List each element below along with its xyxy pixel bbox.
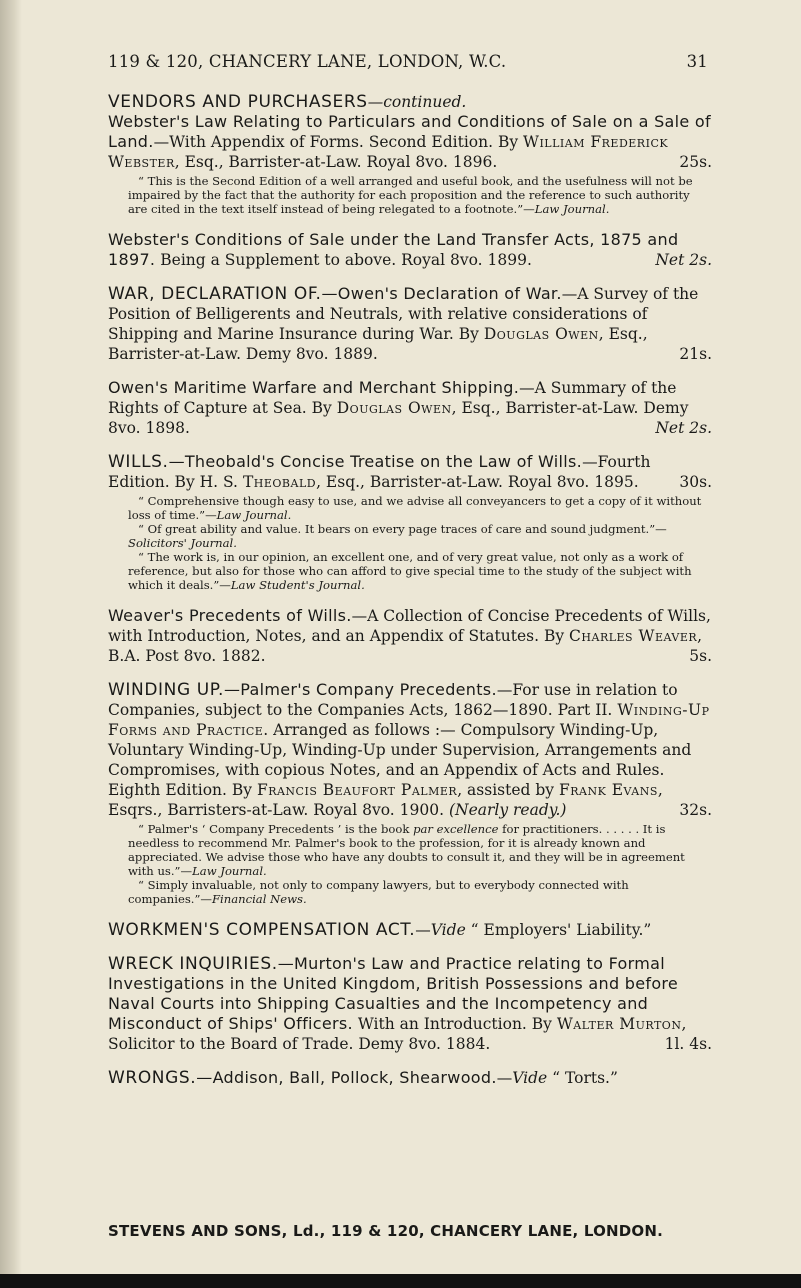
book-price: Net 2s. [655, 419, 712, 437]
entry-heading: WINDING UP. [108, 680, 224, 700]
book-price: 1l. 4s. [664, 1035, 712, 1053]
entry-heading: WILLS. [108, 452, 169, 472]
book-title: —Theobald's Concise Treatise on the Law of Wills. [168, 452, 583, 471]
entry-weaver [108, 606, 712, 666]
entry-wills [108, 452, 712, 592]
review-quote [128, 174, 712, 216]
author-name: Charles Weaver [569, 627, 698, 645]
page-number: 31 [686, 52, 708, 71]
vide-label: Vide [430, 921, 466, 939]
book-title: Webster's Law Relating to Particulars and Conditions of Sale on a Sale of Land. [108, 112, 711, 151]
entry-war [108, 284, 712, 364]
book-description-end: , Esq., Barrister-at-Law. Demy 8vo. 1898. [108, 399, 689, 437]
author-name: Douglas Owen [483, 325, 599, 343]
entry-websters-conditions [108, 230, 712, 270]
author-name: Douglas Owen [336, 399, 452, 417]
quote-text: “ Comprehensive though easy to use, and we advise all conveyancers to get a copy of it without loss of time.”— [128, 494, 702, 522]
page-gutter [0, 0, 22, 1288]
quote-text: “ Palmer's ‘ Company Precedents ’ is the book [138, 822, 414, 836]
entry-wreck-inquiries [108, 954, 712, 1054]
entry-workmens-compensation [108, 920, 712, 940]
quote-text: “ Of great ability and value. It bears on every page traces of care and sound judgment.”— [138, 522, 667, 536]
book-description: Being a Supplement to above. Royal 8vo. 1899. [160, 251, 532, 269]
header-title: 119 & 120, CHANCERY LANE, LONDON, W.C. [108, 52, 507, 71]
book-description: —A Collection of Concise Precedents of Wills, with Introduction, Notes, and an Appendix of Statutes. By [108, 607, 711, 645]
book-title: Owen's Maritime Warfare and Merchant Shipping. [108, 378, 520, 397]
entry-heading: WORKMEN'S COMPENSATION ACT. [108, 920, 416, 940]
book-description-end: , B.A. Post 8vo. 1882. [108, 627, 703, 665]
entry-wrongs [108, 1068, 712, 1088]
part-title: Winding-Up Forms and Practice [108, 701, 710, 739]
book-description-end: , Esq., Barrister-at-Law. Royal 8vo. 1895. [316, 473, 639, 491]
author-name: William Frederick Webster [108, 133, 669, 171]
heading-suffix: —continued. [367, 93, 467, 111]
book-price: 30s. [679, 473, 712, 491]
quote-text: “ The work is, in our opinion, an excellent one, and of very great value, not only as a work of reference, but also for those who can afford to give special time to the study of the subject with which it deals.”— [128, 550, 692, 592]
publication-status: (Nearly ready.) [448, 801, 567, 819]
book-description: —With Appendix of Forms. Second Edition. By [153, 133, 519, 151]
entry-winding-up [108, 680, 712, 906]
book-price: 21s. [679, 345, 712, 363]
book-price: 5s. [689, 647, 712, 665]
vide-label: Vide [512, 1069, 548, 1087]
book-title: —Palmer's Company Precedents. [224, 680, 497, 699]
quote-source: Law Journal. [192, 864, 267, 878]
book-price: 25s. [679, 153, 712, 171]
quote-text: “ Simply invaluable, not only to company lawyers, but to everybody connected with companies.”— [128, 878, 629, 906]
book-description-end: , Esqrs., Barristers-at-Law. Royal 8vo. 1900. [108, 781, 663, 819]
entry-heading: WRONGS. [108, 1068, 197, 1088]
author-name-2: Frank Evans [558, 781, 658, 799]
dash: — [415, 921, 431, 939]
book-title: —Murton's Law and Practice relating to Formal Investigations in the United Kingdom, British Possessions and before Naval Courts into Shipping Casualties and the Incompetency and Misconduct of Ships' Officers. [108, 954, 679, 1033]
cross-reference: “ Employers' Liability.” [465, 921, 652, 939]
review-quotes [128, 494, 712, 592]
book-description-mid: . Arranged as follows :— Compulsory Winding-Up, Voluntary Winding-Up, Winding-Up under Supervision, Arrangements and Compromises, with copious Notes, and an Appendix of Acts and Rules. Eighth Edition. By [108, 721, 692, 799]
quote-source: Law Journal. [534, 202, 610, 216]
catalogue-content [108, 92, 712, 1102]
entry-heading: WRECK INQUIRIES. [108, 954, 278, 974]
publisher-footer: STEVENS AND SONS, Ld., 119 & 120, CHANCERY LANE, LONDON. [108, 1222, 664, 1240]
book-description: —A Survey of the Position of Belligerents and Neutrals, with relative considerations of Shipping and Marine Insurance during War. By [108, 285, 699, 343]
book-description: —For use in relation to Companies, subject to the Companies Acts, 1862—1890. Part II. [108, 681, 678, 719]
quote-source: Solicitors' Journal. [128, 536, 237, 550]
quote-text-cont: for practitioners. . . . . . It is needless to recommend Mr. Palmer's book to the profession, for it is already known and appreciated. We advise those who have any doubts to consult it, and they will be in agreement with us.”— [128, 822, 685, 878]
book-title: Weaver's Precedents of Wills. [108, 606, 352, 625]
author-name: Francis Beaufort Palmer [256, 781, 458, 799]
quote-text: “ This is the Second Edition of a well arranged and useful book, and the usefulness will not be impaired by the fact that the authority for each proposition and the reference to such authority are cited in the text itself instead of being relegated to a footnote.”— [128, 174, 693, 216]
author-name: Walter Murton [556, 1015, 682, 1033]
book-description: With an Introduction. By [352, 1015, 552, 1033]
book-title: —Owen's Declaration of War. [321, 284, 562, 303]
quote-source: Law Journal. [216, 508, 292, 522]
book-price: 32s. [679, 801, 712, 819]
book-description-end: , Esq., Barrister-at-Law. Demy 8vo. 1889. [108, 325, 648, 363]
entry-heading: VENDORS AND PURCHASERS [108, 92, 368, 112]
running-header [108, 52, 708, 74]
cross-reference: “ Torts.” [547, 1069, 618, 1087]
book-price: Net 2s. [655, 251, 712, 269]
book-description-mid2: , assisted by [457, 781, 555, 799]
quote-source: Law Student's Journal. [230, 578, 365, 592]
review-quotes [128, 822, 712, 906]
page-bottom-edge [0, 1274, 801, 1288]
book-title: Webster's Conditions of Sale under the Land Transfer Acts, 1875 and 1897. [108, 230, 679, 269]
book-description: —Fourth Edition. By H. S. [108, 453, 651, 491]
book-description-end: , Solicitor to the Board of Trade. Demy 8vo. 1884. [108, 1015, 687, 1053]
book-description-end: , Esq., Barrister-at-Law. Royal 8vo. 1896. [174, 153, 498, 171]
entry-heading: WAR, DECLARATION OF. [108, 284, 322, 304]
quote-source: Financial News. [212, 892, 307, 906]
book-description: —A Summary of the Rights of Capture at Sea. By [108, 379, 677, 417]
entry-vendors [108, 92, 712, 216]
dash: — [496, 1069, 513, 1087]
author-name: Theobald [242, 473, 317, 491]
book-title: —Addison, Ball, Pollock, Shearwood. [196, 1068, 497, 1087]
quote-emphasis: par excellence [413, 822, 499, 836]
entry-owen-maritime [108, 378, 712, 438]
